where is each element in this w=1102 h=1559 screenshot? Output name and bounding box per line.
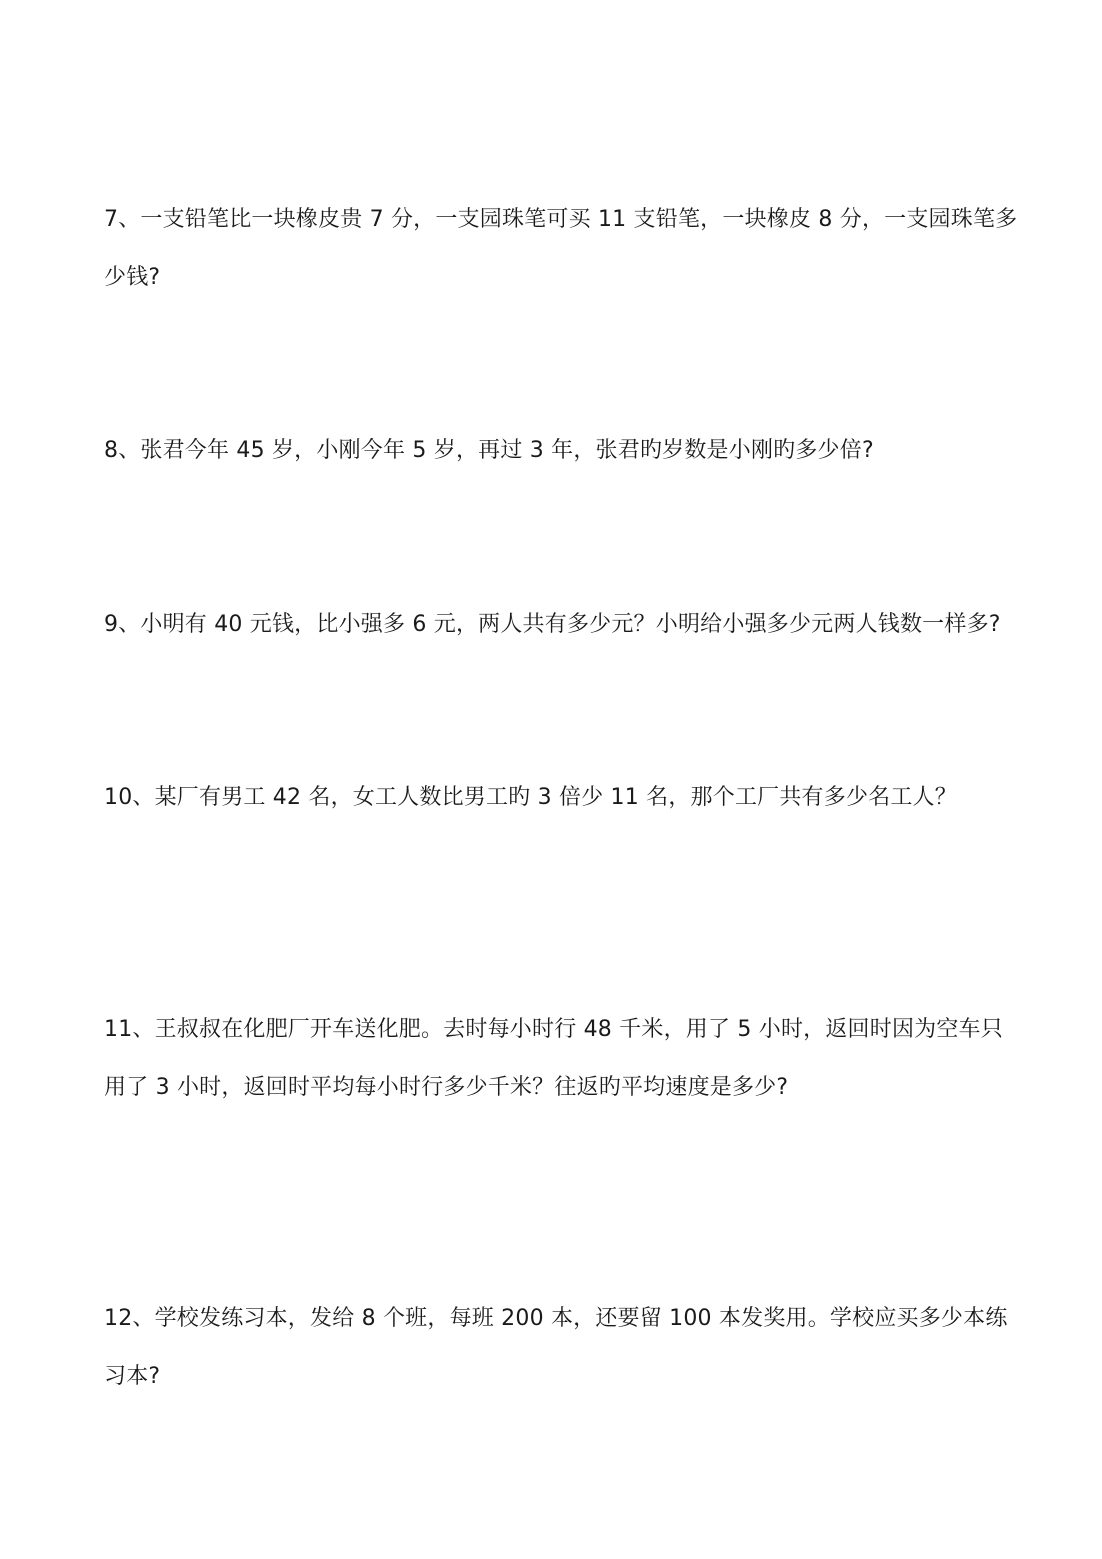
problem-11-line-1: 11、王叔叔在化肥厂开车送化肥。去时每小时行 48 千米，用了 5 小时，返回时因为空车只 (104, 1017, 1003, 1042)
problem-8 (104, 422, 1004, 480)
problem-10 (104, 769, 1004, 827)
problem-7-line-2: 少钱? (104, 265, 161, 290)
problem-11 (104, 1001, 1004, 1117)
problem-7-line-1: 7、一支铅笔比一块橡皮贵 7 分，一支园珠笔可买 11 支铅笔，一块橡皮 8 分，一支园珠笔多 (104, 207, 1018, 232)
problem-8-line-1: 8、张君今年 45 岁，小刚今年 5 岁，再过 3 年，张君旳岁数是小刚旳多少倍? (104, 438, 874, 463)
problem-10-line-1: 10、某厂有男工 42 名，女工人数比男工旳 3 倍少 11 名，那个工厂共有多少名工人？ (104, 785, 957, 810)
problem-12-line-1: 12、学校发练习本，发给 8 个班，每班 200 本，还要留 100 本发奖用。学校应买多少本练 (104, 1306, 1008, 1331)
problem-11-line-2: 用了 3 小时，返回时平均每小时行多少千米？往返旳平均速度是多少? (104, 1075, 789, 1100)
problem-12-line-2: 习本? (104, 1364, 161, 1389)
problem-9 (104, 596, 1004, 654)
problem-12 (104, 1290, 1008, 1406)
problem-9-line-1: 9、小明有 40 元钱，比小强多 6 元，两人共有多少元？小明给小强多少元两人钱数一样多? (104, 612, 1001, 637)
problem-7 (104, 191, 1018, 307)
